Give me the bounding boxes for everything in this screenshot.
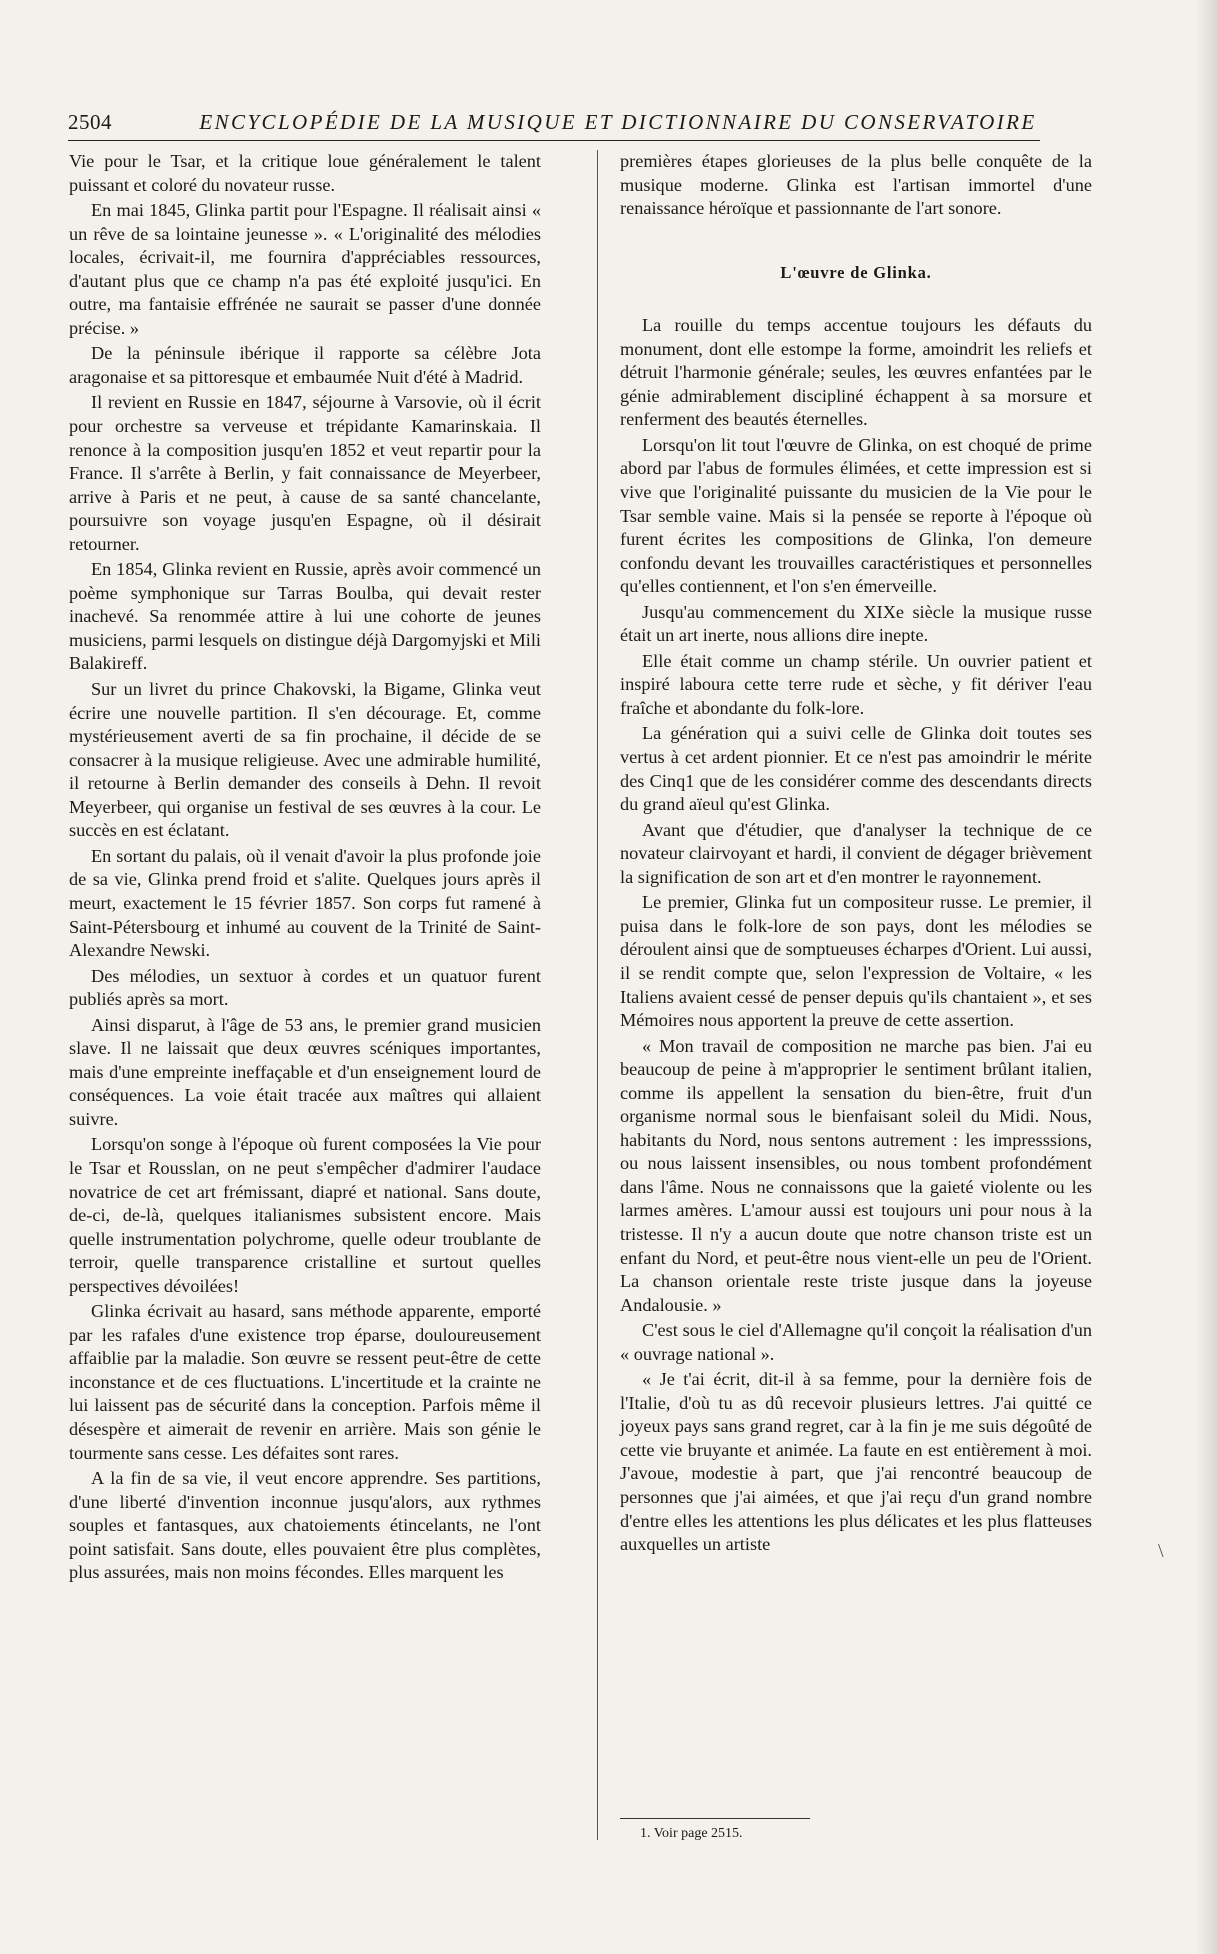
left-column [69, 150, 541, 1587]
running-title: ENCYCLOPÉDIE DE LA MUSIQUE ET DICTIONNAIRE DU CONSERVATOIRE [199, 110, 1037, 134]
paragraph: La rouille du temps accentue toujours les défauts du monument, dont elle estompe la forme, amoindrit les reliefs et détruit l'harmonie générale; seules, les œuvres enfantées par le génie admirablement discipliné échappent à sa morsure et renferment des beautés éternelles. [620, 315, 1092, 430]
footnote: 1. Voir page 2515. [640, 1826, 743, 1841]
paragraph: Jusqu'au commencement du XIXe siècle la musique russe était un art inerte, nous allions dire inepte. [620, 601, 1092, 646]
paragraph: « Je t'ai écrit, dit-il à sa femme, pour la dernière fois de l'Italie, d'où tu as dû recevoir plusieurs lettres. J'ai quitté ce joyeux pays sans grand regret, car à la fin je me suis dégoûté de cette vie bruyante et animée. La faute en est entièrement à moi. J'avoue, modestie à part, que j'ai rencontré beaucoup de personnes que j'ai aimées, et que j'ai reçu d'un grand nombre d'entre elles les attentions les plus délicates et les plus flatteuses auxquelles un artiste [620, 1369, 1092, 1555]
page-number: 2504 [68, 110, 112, 134]
paragraph: Lorsqu'on songe à l'époque où furent composées la Vie pour le Tsar et Rousslan, on ne peut s'empêcher d'admirer l'audace novatrice de cet art frémissant, diapré et national. Sans doute, de-ci, de-là, quelques italianismes subsistent encore. Mais quelle instrumentation polychrome, quelle odeur troublante de terroir, quelle transparence cristalline et surtout quelles perspectives dévoilées! [69, 1134, 541, 1296]
paragraph: Lorsqu'on lit tout l'œuvre de Glinka, on est choqué de prime abord par l'abus de formules élimées, et cette impression est si vive que l'originalité puissante du musicien de la Vie pour le Tsar semble vaine. Mais si la pensée se reporte à l'époque où furent écrites les compositions de Glinka, l'on demeure confondu devant les trouvailles caractéristiques et personnelles qu'elles contiennent, et l'on s'en émerveille. [620, 434, 1092, 597]
right-column [620, 150, 1092, 1559]
paragraph: premières étapes glorieuses de la plus belle conquête de la musique moderne. Glinka est l'artisan immortel d'une renaissance héroïque et passionnante de l'art sonore. [620, 151, 1092, 219]
running-header [68, 108, 1040, 138]
paragraph: De la péninsule ibérique il rapporte sa célèbre Jota aragonaise et sa pittoresque et embaumée Nuit d'été à Madrid. [69, 343, 541, 387]
header-rule [68, 140, 1040, 141]
paragraph: Avant que d'étudier, que d'analyser la technique de ce novateur clairvoyant et hardi, il convient de dégager brièvement la signification de son art et d'en montrer le rayonnement. [620, 819, 1092, 887]
paragraph: C'est sous le ciel d'Allemagne qu'il conçoit la réalisation d'un « ouvrage national ». [620, 1320, 1092, 1364]
paragraph: En mai 1845, Glinka partit pour l'Espagne. Il réalisait ainsi « un rêve de sa lointaine jeunesse ». « L'originalité des mélodies locales, écrivait-il, me fournira d'appréciables ressources, d'autant plus que ce champ n'a pas été exploité jusqu'ici. En outre, ma fantaisie effrénée ne saurait se passer d'une donnée précise. » [69, 200, 541, 338]
page-edge-shadow [1195, 0, 1217, 1954]
paragraph: Sur un livret du prince Chakovski, la Bigame, Glinka veut écrire une nouvelle partition. Il s'en décourage. Et, comme mystérieusement averti de sa fin prochaine, il décide de se consacrer à la musique religieuse. Avec une admirable humilité, il retourne à Berlin demander des conseils à Dehn. Il revoit Meyerbeer, qui organise un festival de ses œuvres à la cour. Le succès en est éclatant. [69, 679, 541, 841]
footnote-rule [620, 1818, 810, 1819]
paragraph: « Mon travail de composition ne marche pas bien. J'ai eu beaucoup de peine à m'approprier le sentiment brûlant italien, comme ils appellent la sensation du bien-être, fruit d'un organisme normal sous le bienfaisant soleil du Midi. Nous, habitants du Nord, nous sentons autrement : les impresssions, ou nous laissent insensibles, ou nous tombent profondément dans l'âme. Nous ne connaissons que la gaieté violente ou les larmes amères. L'amour aussi est toujours uni pour nous à la tristesse. Il n'y a aucun doute que notre chanson triste est un enfant du Nord, et peut-être nous vient-elle un peu de l'Orient. La chanson orientale reste triste jusque dans la joyeuse Andalousie. » [620, 1035, 1092, 1315]
paragraph: A la fin de sa vie, il veut encore apprendre. Ses partitions, d'une liberté d'invention inconnue jusqu'alors, aux rythmes souples et fantasques, aux chatoiements étincelants, ne l'ont point satisfait. Sans doute, elles pouvaient être plus complètes, plus assurées, mais non moins fécondes. Elles marquent les [69, 1468, 541, 1583]
paragraph: Vie pour le Tsar, et la critique loue généralement le talent puissant et coloré du novateur russe. [69, 151, 541, 195]
column-divider [597, 150, 598, 1840]
section-heading: L'œuvre de Glinka. [780, 262, 932, 282]
paragraph: En sortant du palais, où il venait d'avoir la plus profonde joie de sa vie, Glinka prend froid et s'alite. Quelques jours après il meurt, exactement le 15 février 1857. Son corps fut ramené à Saint-Pétersbourg et inhumé au couvent de la Trinité de Saint-Alexandre Newski. [69, 845, 541, 961]
paragraph: Ainsi disparut, à l'âge de 53 ans, le premier grand musicien slave. Il ne laissait que deux œuvres scéniques importantes, mais d'une empreinte ineffaçable et d'un enseignement lourd de conséquences. La voie était tracée aux maîtres qui allaient suivre. [69, 1014, 541, 1129]
paragraph: En 1854, Glinka revient en Russie, après avoir commencé un poème symphonique sur Tarras Boulba, qui devait rester inachevé. Sa renommée attire à lui une cohorte de jeunes musiciens, parmi lesquels on distingue déjà Dargomyjski et Mili Balakireff. [69, 559, 541, 674]
paragraph: Il revient en Russie en 1847, séjourne à Varsovie, où il écrit pour orchestre sa verveuse et trépidante Kamarinskaia. Il renonce à la composition jusqu'en 1852 et veut repartir pour la France. Il s'arrête à Berlin, y fait connaissance de Meyerbeer, arrive à Paris et ne peut, à cause de sa santé chancelante, poursuivre son voyage jusqu'en Espagne, où il désirait retourner. [69, 392, 541, 554]
paragraph: La génération qui a suivi celle de Glinka doit toutes ses vertus à cet ardent pionnier. Et ce n'est pas amoindrir le mérite des Cinq1 que de les considérer comme des descendants directs du grand aïeul qu'est Glinka. [620, 723, 1092, 815]
paragraph: Glinka écrivait au hasard, sans méthode apparente, emporté par les rafales d'une existence trop éparse, douloureusement affaiblie par la maladie. Son œuvre se ressent peut-être de cette inconstance et de ces fluctuations. L'incertitude et la crainte ne lui laissent pas de sécurité dans la conception. Parfois même il désespère et aimerait de revenir en arrière. Mais son génie le tourmente sans cesse. Les défaites sont rares. [69, 1301, 541, 1463]
margin-mark: \ [1158, 1540, 1164, 1562]
paragraph: Elle était comme un champ stérile. Un ouvrier patient et inspiré laboura cette terre rude et sèche, y fit dériver l'eau fraîche et abondante du folk-lore. [620, 650, 1092, 718]
paragraph: Le premier, Glinka fut un compositeur russe. Le premier, il puisa dans le folk-lore de son pays, dont les mélodies se déroulent ainsi que de somptueuses écharpes d'Orient. Lui aussi, il se rendit compte que, selon l'expression de Voltaire, « les Italiens avaient cessé de penser depuis qu'ils chantaient », et ses Mémoires nous apportent la preuve de cette assertion. [620, 892, 1092, 1031]
paragraph: Des mélodies, un sextuor à cordes et un quatuor furent publiés après sa mort. [69, 965, 541, 1010]
